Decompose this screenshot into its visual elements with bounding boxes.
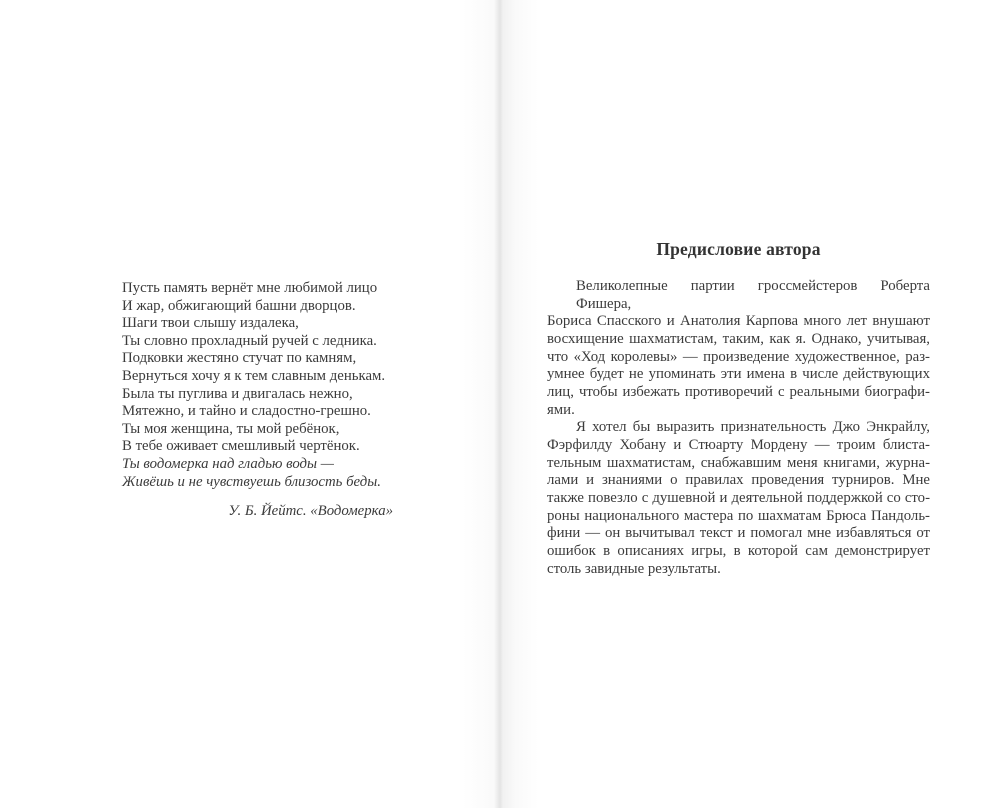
poem-line: Ты водомерка над гладью воды — — [122, 455, 334, 472]
text-line: Фэрфилду Хобану и Стюарту Мордену — троим блиста- — [547, 436, 930, 453]
poem-line: Вернуться хочу я к тем славным денькам. — [122, 367, 386, 384]
text-line: роны национального мастера по шахматам Брюса Пандоль- — [547, 507, 930, 524]
text-line: также повезло с душевной и деятельной поддержкой со сто- — [547, 489, 930, 506]
text-line: умнее будет не упоминать эти имена в числе действующих — [547, 366, 930, 383]
text-line: ошибок в описаниях игры, в которой сам демонстрирует — [547, 542, 930, 559]
poem-line: В тебе оживает смешливый чертёнок. — [122, 438, 360, 455]
poem-line: Живёшь и не чувствуешь близость беды. — [122, 473, 381, 490]
text-line: лами и знаниями о правилах проведения турниров. Мне — [547, 472, 930, 489]
poem-line: Шаги твои слышу издалека, — [122, 315, 299, 332]
poem — [122, 280, 462, 491]
text-line: что «Ход королевы» — произведение художественное, раз- — [547, 348, 930, 365]
poem-line: Ты словно прохладный ручей с ледника. — [122, 332, 377, 349]
preface-text — [547, 278, 930, 578]
poem-attribution: У. Б. Йейтс. «Водомерка» — [228, 503, 393, 519]
poem-line: Была ты пуглива и двигалась нежно, — [122, 385, 353, 402]
text-line: тельным шахматистам, снабжавшим меня книгами, журна- — [547, 454, 930, 471]
chapter-title: Предисловие автора — [656, 239, 821, 259]
text-line: ями. — [547, 401, 575, 418]
left-page — [0, 0, 499, 808]
text-line: фини — он вычитывал текст и помогал мне избавляться от — [547, 525, 930, 542]
poem-line: Пусть память вернёт мне любимой лицо — [122, 280, 378, 296]
text-line: Бориса Спасского и Анатолия Карпова много лет внушают — [547, 313, 930, 330]
poem-line: Подковки жестяно стучат по камням, — [122, 350, 357, 367]
text-line: восхищение шахматистам, таким, как я. Однако, учитывая, — [547, 330, 930, 347]
poem-line: Ты моя женщина, ты мой ребёнок, — [122, 420, 340, 437]
right-page — [499, 0, 1001, 808]
poem-line: И жар, обжигающий башни дворцов. — [122, 297, 356, 314]
text-line: столь завидные результаты. — [547, 560, 721, 577]
text-line: лиц, чтобы избежать противоречий с реальными биографи- — [547, 383, 930, 400]
text-line: Великолепные партии гроссмейстеров Роберта Фишера, — [576, 278, 930, 312]
text-line: Я хотел бы выразить признательность Джо Энкрайлу, — [576, 419, 930, 436]
poem-line: Мятежно, и тайно и сладостно-грешно. — [122, 403, 371, 420]
